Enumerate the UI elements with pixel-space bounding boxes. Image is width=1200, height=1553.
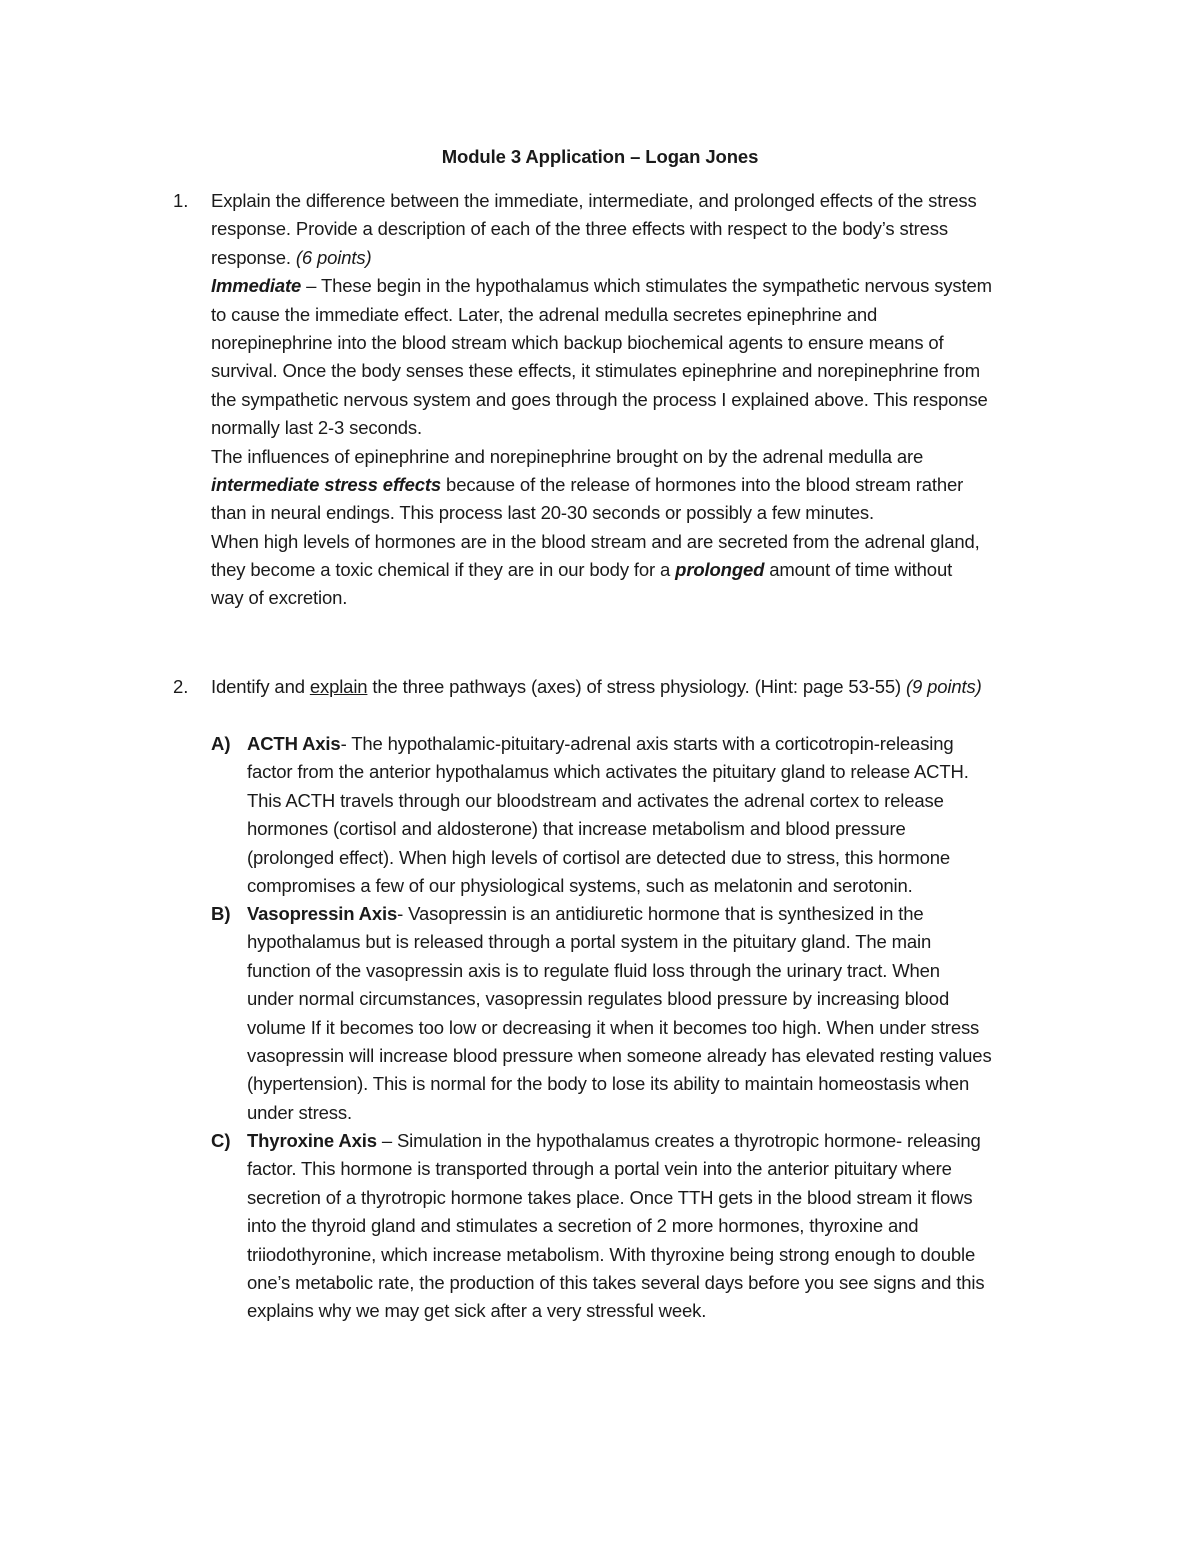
- item-c-line-2: factor. This hormone is transported through a portal vein into the anterior pituitary where: [247, 1158, 952, 1180]
- prolonged-pre: they become a toxic chemical if they are in our body for a: [211, 559, 676, 581]
- item-c-first: – Simulation in the hypothalamus creates a thyrotropic hormone- releasing: [376, 1130, 981, 1151]
- item-c-line-5: triiodothyronine, which increase metabolism. With thyroxine being strong enough to double: [247, 1243, 976, 1265]
- item-b-line-7: (hypertension). This is normal for the body to lose its ability to maintain homeostasis when: [247, 1073, 970, 1095]
- question-2-block: [211, 673, 1071, 701]
- immediate-line-4: survival. Once the body senses these effects, it stimulates epinephrine and norepinephrine from: [211, 360, 981, 382]
- prolonged-line-2: [211, 556, 1071, 584]
- intermediate-rest: because of the release of hormones into the blood stream rather: [441, 473, 964, 495]
- question-2-prompt-pre: Identify and: [211, 676, 310, 697]
- item-b-line-5: volume If it becomes too low or decreasing it when it becomes too high. When under stress: [247, 1016, 980, 1038]
- item-a-block: [247, 730, 1077, 900]
- document-title: Module 3 Application – Logan Jones: [441, 146, 759, 167]
- immediate-first: – These begin in the hypothalamus which stimulates the sympathetic nervous system: [301, 275, 992, 297]
- intermediate-line-3: than in neural endings. This process last 20-30 seconds or possibly a few minutes.: [211, 502, 874, 524]
- item-c-line-7: explains why we may get sick after a very stressful week.: [247, 1300, 707, 1322]
- prolonged-label: prolonged: [675, 559, 765, 581]
- immediate-label: Immediate: [211, 275, 302, 297]
- intermediate-line-1: The influences of epinephrine and norepinephrine brought on by the adrenal medulla are: [211, 445, 924, 467]
- question-1-points: (6 points): [295, 246, 372, 268]
- immediate-line-3: norepinephrine into the blood stream which backup biochemical agents to ensure means of: [211, 331, 944, 353]
- item-a-line-5: (prolonged effect). When high levels of cortisol are detected due to stress, this hormone: [247, 846, 951, 868]
- item-b-line-6: vasopressin will increase blood pressure when someone already has elevated resting values: [247, 1044, 992, 1066]
- item-c-heading: Thyroxine Axis: [247, 1130, 377, 1151]
- immediate-line-1: [211, 272, 1071, 300]
- question-1-block: [211, 187, 1071, 613]
- item-b-line-2: hypothalamus but is released through a portal system in the pituitary gland. The main: [247, 931, 932, 953]
- item-c-line-4: into the thyroid gland and stimulates a secretion of 2 more hormones, thyroxine and: [247, 1215, 919, 1237]
- item-c-line-3: secretion of a thyrotropic hormone takes place. Once TTH gets in the blood stream it flows: [247, 1186, 973, 1208]
- question-1-number: 1.: [173, 190, 189, 211]
- immediate-line-2: to cause the immediate effect. Later, the adrenal medulla secretes epinephrine and: [211, 303, 878, 325]
- immediate-line-5: the sympathetic nervous system and goes through the process I explained above. This response: [211, 388, 988, 410]
- question-2-prompt: [211, 673, 1071, 701]
- question-2-number: 2.: [173, 676, 189, 697]
- intermediate-label: intermediate stress effects: [211, 473, 442, 495]
- question-1-prompt-last: response.: [211, 246, 296, 268]
- question-2-prompt-underlined: explain: [309, 676, 368, 697]
- question-2-prompt-mid: the three pathways (axes) of stress physiology. (Hint: page 53-55): [367, 676, 906, 697]
- item-b-line-8: under stress.: [247, 1101, 352, 1123]
- immediate-line-6: normally last 2-3 seconds.: [211, 417, 423, 439]
- prolonged-line-1: When high levels of hormones are in the blood stream and are secreted from the adrenal gland,: [211, 530, 980, 552]
- question-1-prompt-line-2: response. Provide a description of each of the three effects with respect to the body’s stress: [211, 218, 948, 240]
- question-1-prompt-line-1: Explain the difference between the immediate, intermediate, and prolonged effects of the stress: [211, 190, 977, 211]
- item-a-first: - The hypothalamic-pituitary-adrenal axis starts with a corticotropin-releasing: [340, 733, 954, 754]
- item-b-line-1: [247, 900, 1077, 928]
- item-b-letter: B): [211, 903, 231, 924]
- item-c-line-1: [247, 1127, 1077, 1155]
- item-a-letter: A): [211, 733, 231, 754]
- question-2-points: (9 points): [905, 676, 982, 697]
- item-a-line-1: [247, 730, 1077, 758]
- item-c-letter: C): [211, 1130, 231, 1151]
- item-a-line-2: factor from the anterior hypothalamus which activates the pituitary gland to release ACTH.: [247, 761, 969, 783]
- item-a-line-6: compromises a few of our physiological systems, such as melatonin and serotonin.: [247, 874, 913, 896]
- prolonged-post: amount of time without: [764, 559, 953, 581]
- item-b-block: [247, 900, 1077, 1127]
- question-1-prompt-line-3: [211, 244, 1071, 272]
- prolonged-line-3: way of excretion.: [211, 587, 348, 609]
- item-c-line-6: one’s metabolic rate, the production of this takes several days before you see signs and this: [247, 1271, 985, 1293]
- item-a-line-3: This ACTH travels through our bloodstream and activates the adrenal cortex to release: [247, 789, 944, 811]
- item-c-block: [247, 1127, 1077, 1326]
- item-a-heading: ACTH Axis: [247, 733, 341, 754]
- item-b-line-3: function of the vasopressin axis is to regulate fluid loss through the urinary tract. When: [247, 959, 940, 981]
- intermediate-line-2: [211, 471, 1071, 499]
- item-b-first: - Vasopressin is an antidiuretic hormone that is synthesized in the: [397, 903, 924, 924]
- item-a-line-4: hormones (cortisol and aldosterone) that increase metabolism and blood pressure: [247, 818, 906, 840]
- item-b-line-4: under normal circumstances, vasopressin regulates blood pressure by increasing blood: [247, 988, 950, 1010]
- item-b-heading: Vasopressin Axis: [247, 903, 398, 924]
